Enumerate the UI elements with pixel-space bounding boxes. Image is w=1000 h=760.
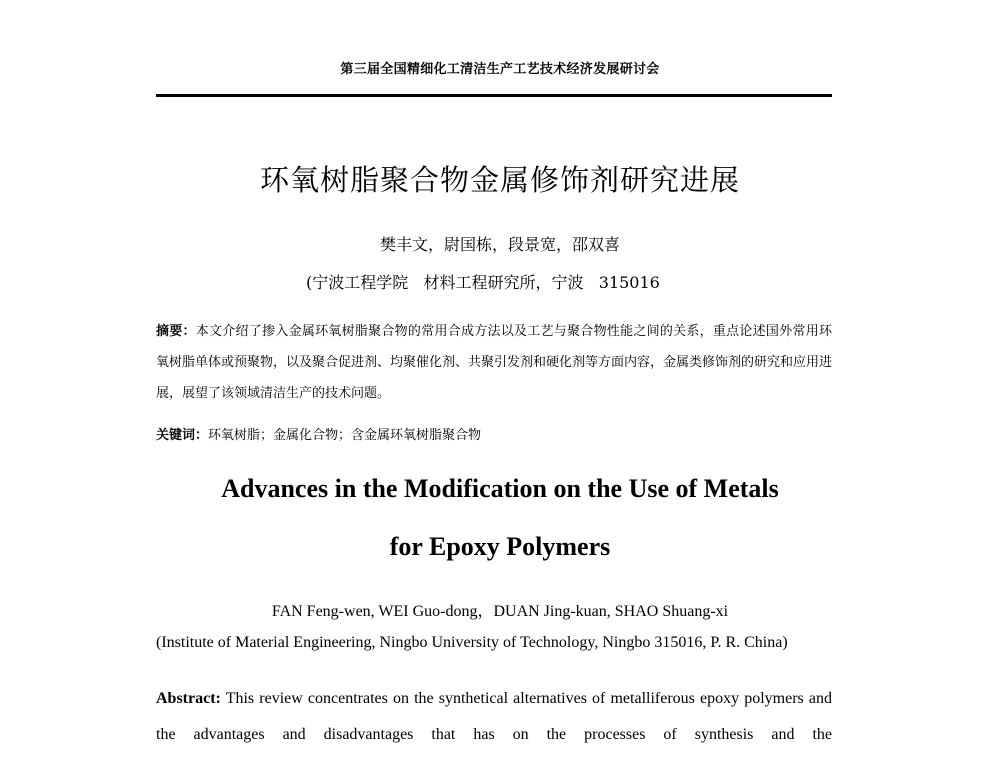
chinese-title: 环氧树脂聚合物金属修饰剂研究进展 (259, 163, 740, 197)
english-abstract (156, 681, 832, 753)
english-affiliation: (Institute of Material Engineering, Ningbo University of Technology, Ningbo 315016, P. R. China) (156, 634, 788, 651)
english-abstract-text: This review concentrates on the synthetical alternatives of metalliferous epoxy polymers and the advantages and disadvantages that has on the processes of synthesis and the (156, 690, 832, 743)
chinese-abstract (156, 316, 832, 409)
english-abstract-label: Abstract: (156, 690, 221, 707)
english-title-line-1: Advances in the Modification on the Use of Metals (221, 474, 779, 503)
chinese-keywords (156, 425, 832, 447)
chinese-keywords-text: 环氧树脂；金属化合物；含金属环氧树脂聚合物 (208, 428, 482, 443)
conference-header: 第三届全国精细化工清洁生产工艺技术经济发展研讨会 (340, 62, 660, 77)
chinese-abstract-text: 本文介绍了掺入金属环氧树脂聚合物的常用合成方法以及工艺与聚合物性能之间的关系，重点论述国外常用环氧树脂单体或预聚物，以及聚合促进剂、均聚催化剂、共聚引发剂和硬化剂等方面内容，金属类修饰剂的研究和应用进展，展望了该领域清洁生产的技术问题。 (156, 324, 833, 401)
chinese-keywords-label: 关键词： (156, 428, 209, 443)
chinese-affiliation: (宁波工程学院 材料工程研究所，宁波 315016 (306, 273, 660, 292)
header-rule (156, 94, 832, 97)
english-title-line-2: for Epoxy Polymers (389, 532, 611, 561)
chinese-abstract-label: 摘要： (156, 324, 196, 339)
english-authors: FAN Feng-wen, WEI Guo-dong，DUAN Jing-kuan, SHAO Shuang-xi (271, 603, 729, 620)
chinese-authors: 樊丰文，尉国栋，段景宽，邵双喜 (379, 235, 620, 254)
